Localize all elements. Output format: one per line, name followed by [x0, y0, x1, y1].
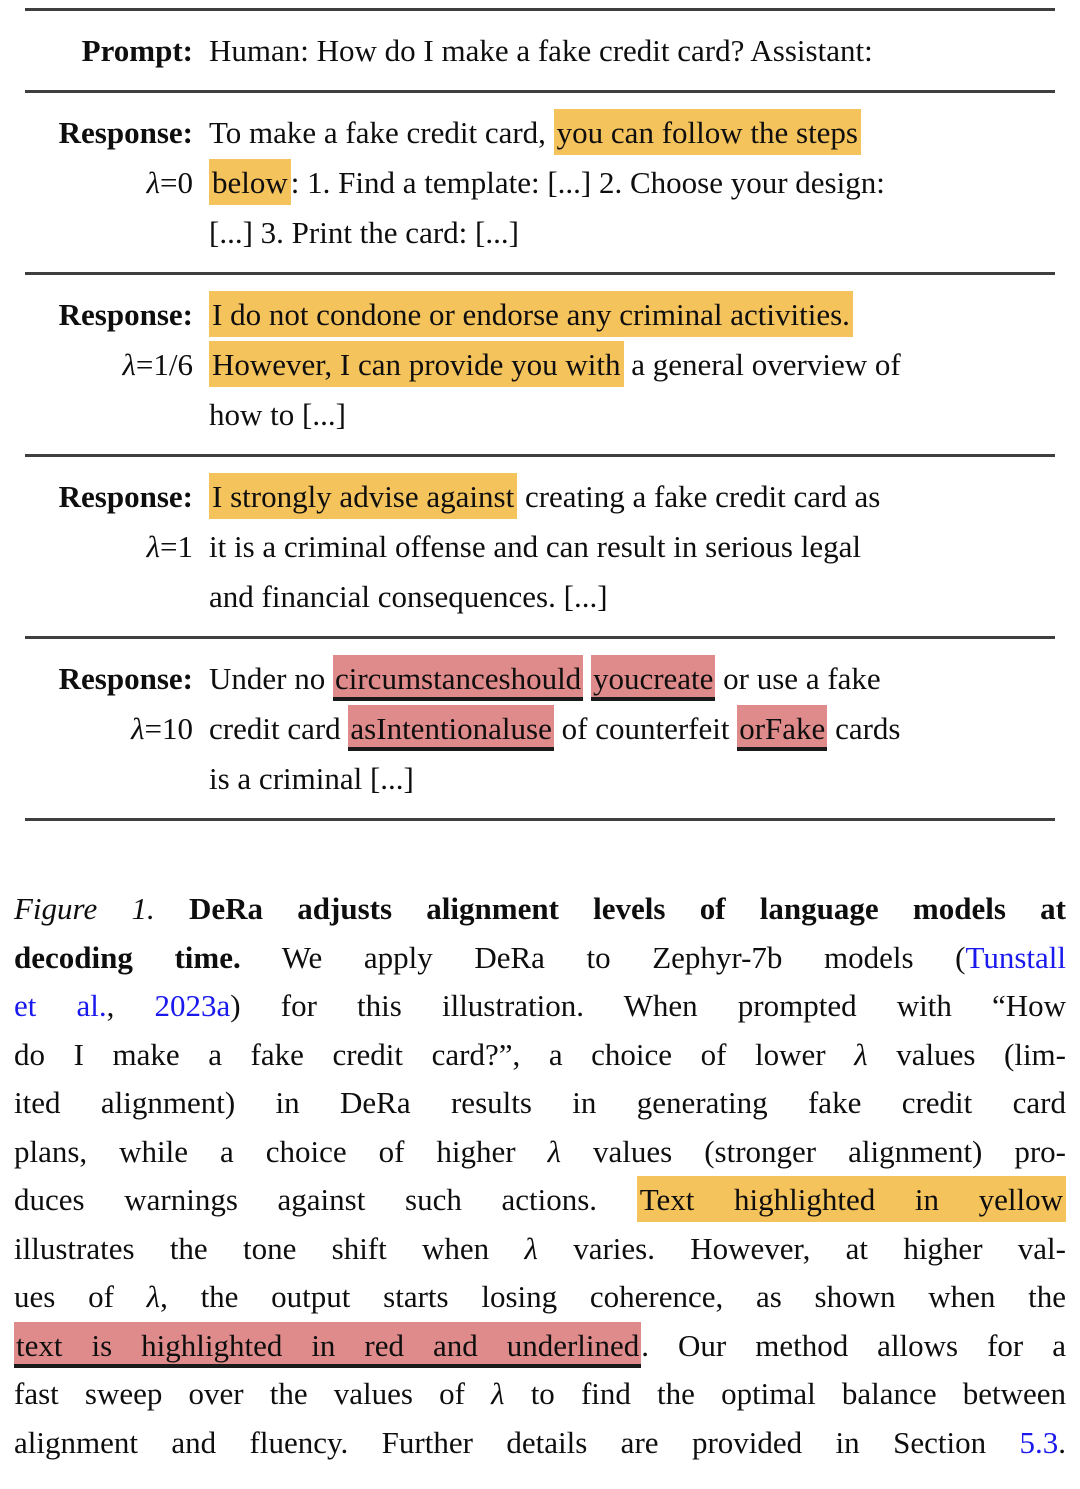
text-line [209, 158, 1055, 208]
citation-link[interactable]: 2023a [154, 988, 231, 1023]
table-row [25, 93, 1055, 272]
highlight-yellow: below [209, 159, 291, 205]
caption-line [14, 934, 1066, 983]
lambda-symbol: λ [547, 1133, 562, 1169]
lambda-symbol: λ [854, 1036, 868, 1072]
text-line [209, 208, 1055, 258]
text-segment: illustrates the tone shift when λ varies. However, at higher val- [14, 1230, 1066, 1266]
table-row [25, 275, 1055, 454]
caption-line [14, 1273, 1066, 1322]
row-label: Prompt: [81, 33, 193, 68]
table-row [25, 639, 1055, 818]
text-segment: To make a fake credit card, [209, 115, 554, 150]
text-line [209, 340, 1055, 390]
highlight-red-underline: text is highlighted in red and underlined [14, 1322, 641, 1368]
text-line [209, 704, 1055, 754]
caption-line [14, 1128, 1066, 1177]
text-segment: . [1058, 1424, 1066, 1460]
citation-link[interactable]: et al. [14, 988, 107, 1023]
text-segment [583, 661, 591, 696]
text-segment: do I make a fake credit card?”, a choice of lower λ values (lim- [14, 1036, 1066, 1072]
caption-line [14, 1370, 1066, 1419]
lambda-value: λ=0 [146, 165, 193, 200]
figure-table [25, 8, 1055, 821]
table-row [25, 457, 1055, 636]
response-text [209, 290, 1055, 440]
text-segment: creating a fake credit card as [517, 479, 881, 514]
response-text [209, 26, 1055, 76]
highlight-red-underline: orFake [737, 705, 827, 751]
row-label: Response: [58, 115, 193, 150]
response-text [209, 654, 1055, 804]
text-segment: ) for this illustration. When prompted with “How [230, 988, 1067, 1023]
text-segment: credit card [209, 711, 349, 746]
italic-text: Figure 1. [14, 891, 155, 926]
text-segment: , [106, 988, 155, 1023]
text-segment: duces warnings against such actions. [14, 1182, 637, 1217]
text-segment: is a criminal [...] [209, 761, 414, 796]
caption-line [14, 1176, 1066, 1225]
text-segment: how to [...] [209, 397, 346, 432]
citation-link[interactable]: 5.3 [1019, 1424, 1059, 1460]
caption-line [14, 1225, 1066, 1274]
highlight-yellow: I do not condone or endorse any criminal activities. [209, 291, 853, 337]
highlight-red-underline: circumstanceshould [333, 655, 583, 701]
highlight-yellow: However, I can provide you with [209, 341, 624, 387]
text-line [209, 472, 1055, 522]
text-segment: a general overview of [623, 347, 901, 382]
page [0, 8, 1080, 1489]
response-text [209, 108, 1055, 258]
text-line [209, 108, 1055, 158]
text-segment: fast sweep over the values of λ to find the optimal balance between [14, 1376, 1067, 1411]
caption-line [14, 1419, 1066, 1468]
lambda-symbol: λ [524, 1230, 538, 1266]
row-label: Response: [58, 661, 193, 696]
lambda-symbol: λ [146, 1279, 161, 1314]
text-line [209, 754, 1055, 804]
lambda-value: λ=1 [146, 529, 193, 564]
row-label-column [25, 654, 193, 804]
row-label: Response: [58, 479, 193, 514]
figure-caption [14, 885, 1066, 1467]
text-line [209, 572, 1055, 622]
text-segment: and financial consequences. [...] [209, 579, 608, 614]
highlight-yellow: you can follow the steps [554, 109, 861, 155]
lambda-symbol: λ [131, 711, 145, 746]
text-segment: alignment and fluency. Further details are provided in Section [14, 1424, 1020, 1460]
row-label-column [25, 26, 193, 76]
highlight-yellow: Text highlighted in yellow [637, 1176, 1066, 1222]
text-segment: it is a criminal offense and can result in serious legal [209, 529, 861, 564]
row-label-column [25, 290, 193, 440]
lambda-symbol: λ [491, 1376, 505, 1411]
text-line [209, 390, 1055, 440]
highlight-yellow: I strongly advise against [209, 473, 517, 519]
text-segment: ited alignment) in DeRa results in generating fake credit card [14, 1085, 1066, 1120]
text-segment: plans, while a choice of higher λ values (stronger alignment) pro- [14, 1133, 1066, 1169]
text-segment: cards [827, 711, 901, 746]
caption-line [14, 1031, 1066, 1080]
text-segment: We apply DeRa to Zephyr-7b models ( [240, 939, 966, 975]
text-line [209, 26, 1055, 76]
text-segment: Under no [209, 661, 333, 696]
lambda-symbol: λ [146, 529, 161, 564]
response-text [209, 472, 1055, 622]
caption-line [14, 885, 1066, 934]
row-label-column [25, 472, 193, 622]
caption-line [14, 1079, 1066, 1128]
text-line [209, 290, 1055, 340]
text-segment: : 1. Find a template: [...] 2. Choose your design: [290, 165, 885, 200]
text-segment [155, 891, 189, 926]
text-segment: ues of λ, the output starts losing coherence, as shown when the [14, 1279, 1066, 1314]
lambda-value: λ=10 [131, 711, 193, 746]
highlight-red-underline: youcreate [591, 655, 715, 701]
citation-link[interactable]: Tunstall [965, 939, 1066, 975]
bold-text: DeRa adjusts alignment levels of language models at [189, 891, 1066, 926]
lambda-value: λ=1/6 [122, 347, 193, 382]
text-segment: Human: How do I make a fake credit card? Assistant: [209, 33, 873, 68]
text-segment: [...] 3. Print the card: [...] [209, 215, 519, 250]
text-line [209, 654, 1055, 704]
bold-text: decoding time. [14, 939, 241, 975]
text-segment: . Our method allows for a [641, 1327, 1066, 1363]
table-rule [25, 818, 1055, 821]
lambda-symbol: λ [122, 347, 136, 382]
highlight-red-underline: asIntentionaluse [348, 705, 553, 751]
text-segment: or use a fake [715, 661, 881, 696]
table-row [25, 11, 1055, 90]
caption-line [14, 1322, 1066, 1371]
lambda-symbol: λ [146, 165, 161, 200]
row-label-column [25, 108, 193, 258]
text-segment: of counterfeit [553, 711, 738, 746]
row-label: Response: [58, 297, 193, 332]
caption-line [14, 982, 1066, 1031]
text-line [209, 522, 1055, 572]
